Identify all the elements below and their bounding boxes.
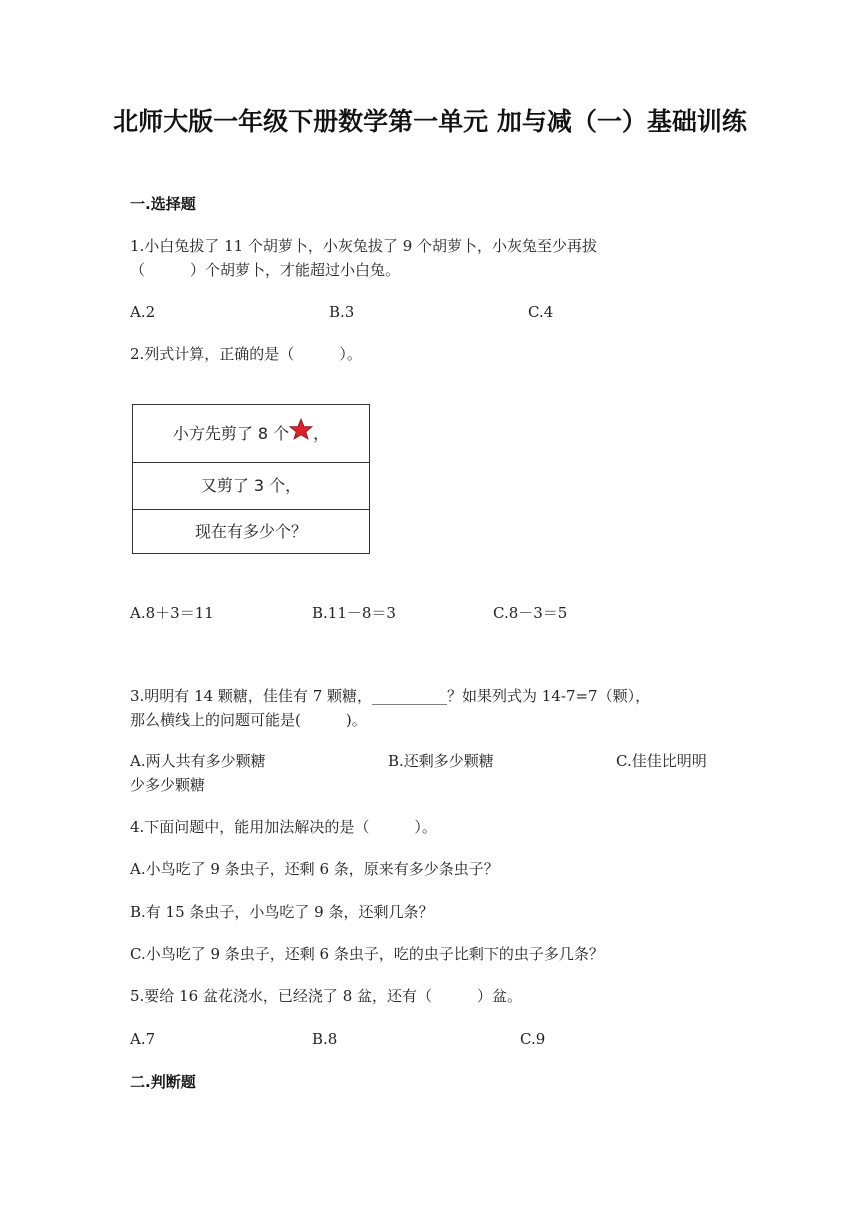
question-2-figure-table: [132, 404, 370, 554]
question-3-option-a[interactable]: A.两人共有多少颗糖: [130, 752, 266, 770]
question-1-line-2: （ ）个胡萝卜，才能超过小白兔。: [130, 261, 401, 279]
question-5-text: 5.要给 16 盆花浇水，已经浇了 8 盆，还有（ ）盆。: [130, 987, 523, 1005]
question-2-text: 2.列式计算，正确的是（ ）。: [130, 345, 362, 363]
question-4-option-a[interactable]: A.小鸟吃了 9 条虫子，还剩 6 条，原来有多少条虫子？: [130, 860, 499, 878]
figure-row-1-suffix: ，: [313, 424, 330, 443]
question-5-option-a[interactable]: A.7: [130, 1030, 156, 1048]
page-title: 北师大版一年级下册数学第一单元 加与减（一）基础训练: [113, 107, 747, 136]
question-2-option-a[interactable]: A.8＋3＝11: [130, 604, 214, 622]
question-1-option-a[interactable]: A.2: [130, 303, 156, 321]
section-heading-true-false: 二.判断题: [130, 1073, 196, 1091]
question-1-option-b[interactable]: B.3: [329, 303, 355, 321]
question-2-option-b[interactable]: B.11－8＝3: [312, 604, 396, 622]
question-3-line-1: 3.明明有 14 颗糖，佳佳有 7 颗糖，__________？如果列式为 14-7=7（颗），: [130, 687, 651, 705]
question-5-option-c[interactable]: C.9: [520, 1030, 546, 1048]
question-3-option-c-continued: 少多少颗糖: [130, 776, 206, 794]
red-star-icon: [289, 406, 313, 463]
question-3-line-2: 那么横线上的问题可能是( )。: [130, 711, 367, 729]
question-3-option-c[interactable]: C.佳佳比明明: [616, 752, 707, 770]
question-4-option-b[interactable]: B.有 15 条虫子，小鸟吃了 9 条，还剩几条？: [130, 903, 434, 921]
figure-row-2: 又剪了 3 个，: [133, 463, 369, 510]
question-2-option-c[interactable]: C.8－3＝5: [493, 604, 568, 622]
figure-row-1: [133, 405, 369, 463]
question-3-option-b[interactable]: B.还剩多少颗糖: [388, 752, 494, 770]
question-5-option-b[interactable]: B.8: [312, 1030, 338, 1048]
question-1-line-1: 1.小白兔拔了 11 个胡萝卜，小灰兔拔了 9 个胡萝卜，小灰兔至少再拔: [130, 237, 598, 255]
question-4-text: 4.下面问题中，能用加法解决的是（ ）。: [130, 818, 437, 836]
question-4-option-c[interactable]: C.小鸟吃了 9 条虫子，还剩 6 条虫子，吃的虫子比剩下的虫子多几条？: [130, 945, 604, 963]
section-heading-choice: 一.选择题: [130, 195, 196, 213]
figure-row-1-text: 小方先剪了 8 个: [172, 424, 290, 443]
figure-row-3: 现在有多少个？: [194, 522, 307, 541]
question-1-option-c[interactable]: C.4: [528, 303, 554, 321]
